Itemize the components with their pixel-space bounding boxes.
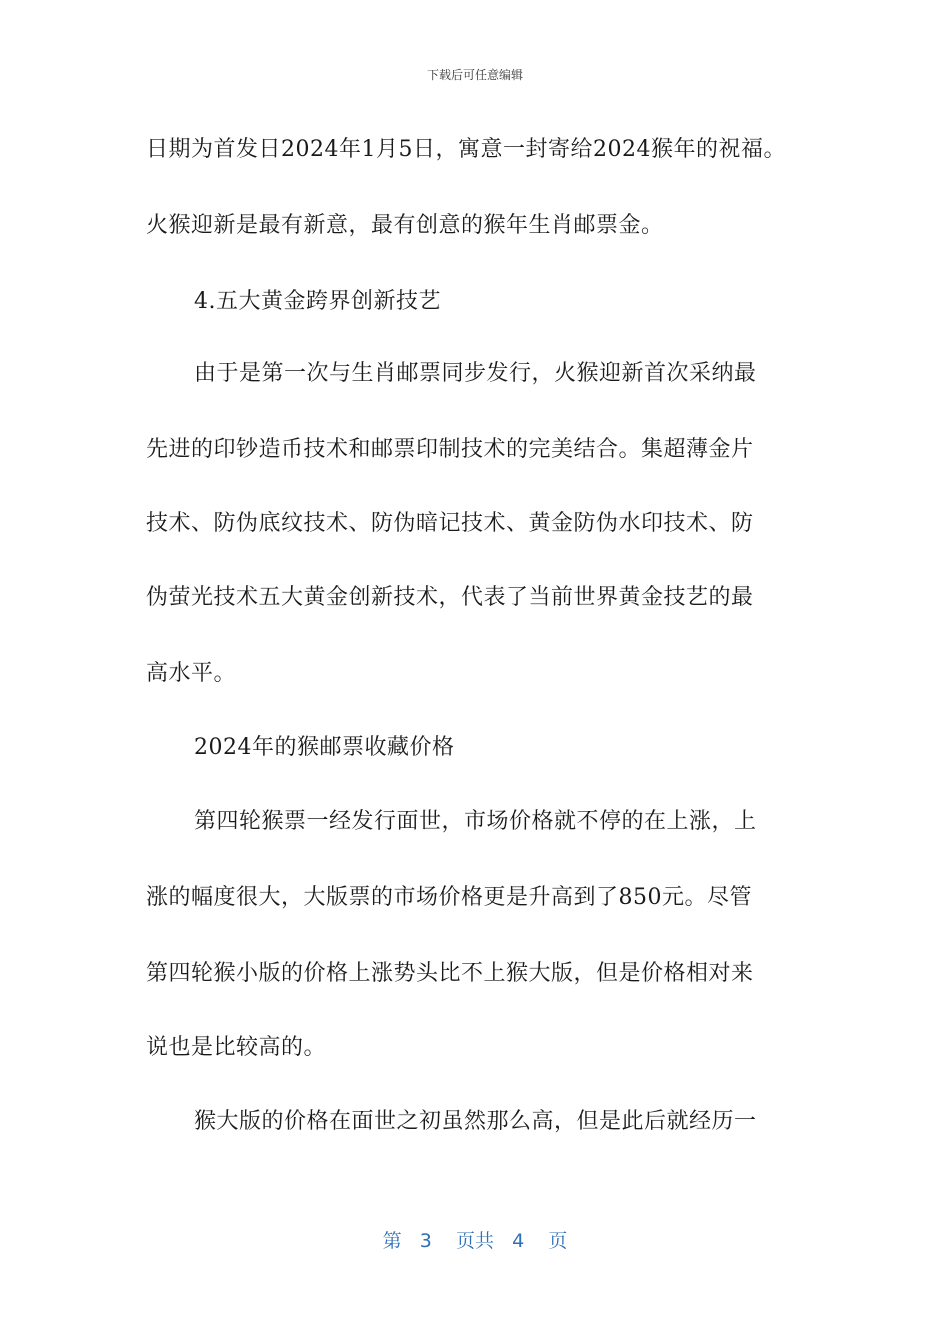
paragraph-line: 猴大版的价格在面世之初虽然那么高，但是此后就经历一 [194, 1109, 757, 1134]
page-middle: 页共 [455, 1230, 494, 1252]
paragraph-line: 火猴迎新是最有新意，最有创意的猴年生肖邮票金。 [146, 213, 664, 238]
paragraph-line: 伪萤光技术五大黄金创新技术，代表了当前世界黄金技艺的最 [146, 585, 754, 610]
paragraph-line: 技术、防伪底纹技术、防伪暗记技术、黄金防伪水印技术、防 [146, 511, 754, 536]
page-number-total: 4 [512, 1230, 525, 1252]
paragraph-line: 先进的印钞造币技术和邮票印制技术的完美结合。集超薄金片 [146, 437, 754, 462]
page-header: 下载后可任意编辑 [426, 68, 523, 82]
page-number-current: 3 [419, 1230, 432, 1252]
paragraph-line: 涨的幅度很大，大版票的市场价格更是升高到了850元。尽管 [146, 885, 752, 910]
page-footer [0, 1226, 950, 1253]
paragraph-line: 第四轮猴票一经发行面世，市场价格就不停的在上涨，上 [194, 809, 757, 834]
page-prefix: 第 [382, 1230, 402, 1252]
paragraph-line: 第四轮猴小版的价格上涨势头比不上猴大版，但是价格相对来 [146, 961, 754, 986]
paragraph-line: 说也是比较高的。 [146, 1035, 327, 1060]
paragraph-line: 高水平。 [146, 661, 237, 686]
paragraph-line: 由于是第一次与生肖邮票同步发行，火猴迎新首次采纳最 [194, 361, 757, 386]
section-heading: 4.五大黄金跨界创新技艺 [194, 289, 441, 314]
paragraph-line: 日期为首发日2024年1月5日，寓意一封寄给2024猴年的祝福。 [146, 137, 786, 162]
page-suffix: 页 [548, 1230, 568, 1252]
section-heading: 2024年的猴邮票收藏价格 [194, 735, 455, 760]
